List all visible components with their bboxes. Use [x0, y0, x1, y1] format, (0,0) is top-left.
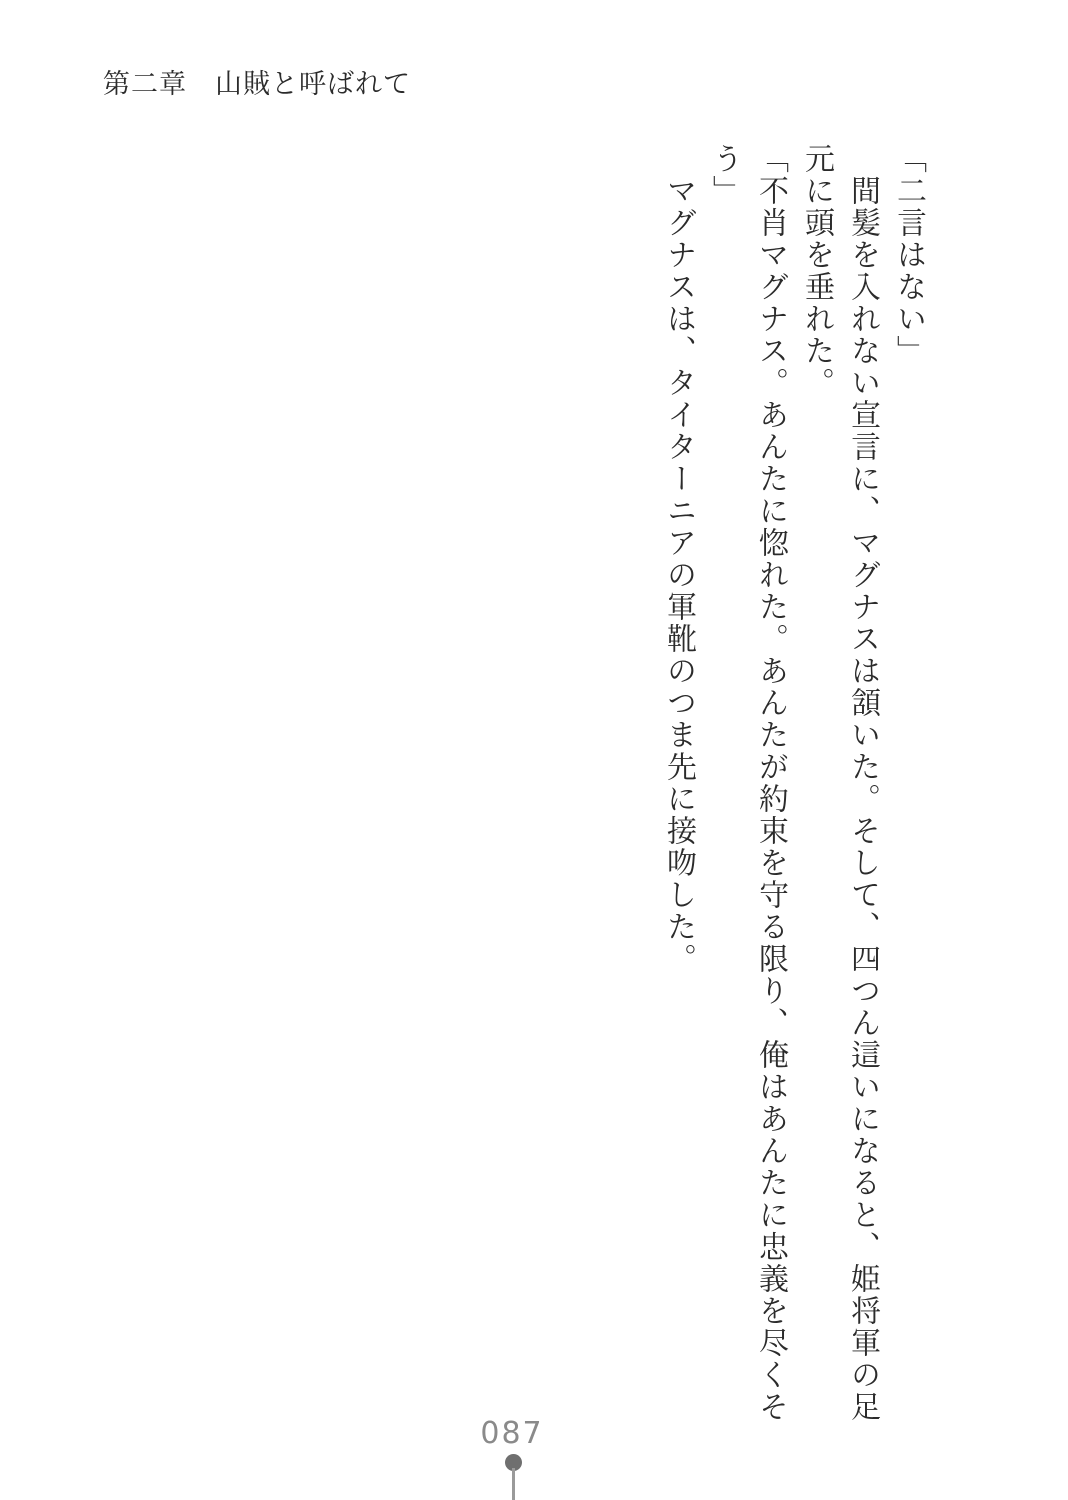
paragraph-narration: 間髪を入れない宣言に、マグナスは頷いた。そして、四つん這いになると、姫将軍の足元に頭を垂れた。: [800, 143, 879, 1423]
footer-stem-ornament-icon: [512, 1468, 515, 1500]
chapter-header: 第二章 山賊と呼ばれて: [103, 69, 411, 99]
paragraph-dialogue: 「不肖マグナス。あんたに惚れた。あんたが約束を守る限り、俺はあんたに忠義を尽くそう」: [708, 143, 787, 1423]
page-number: 087: [480, 1416, 544, 1451]
paragraph-narration: マグナスは、タイターニアの軍靴のつま先に接吻した。: [662, 143, 695, 975]
body-text-block: [655, 143, 931, 1439]
paragraph-dialogue: 「二言はない」: [892, 143, 925, 367]
